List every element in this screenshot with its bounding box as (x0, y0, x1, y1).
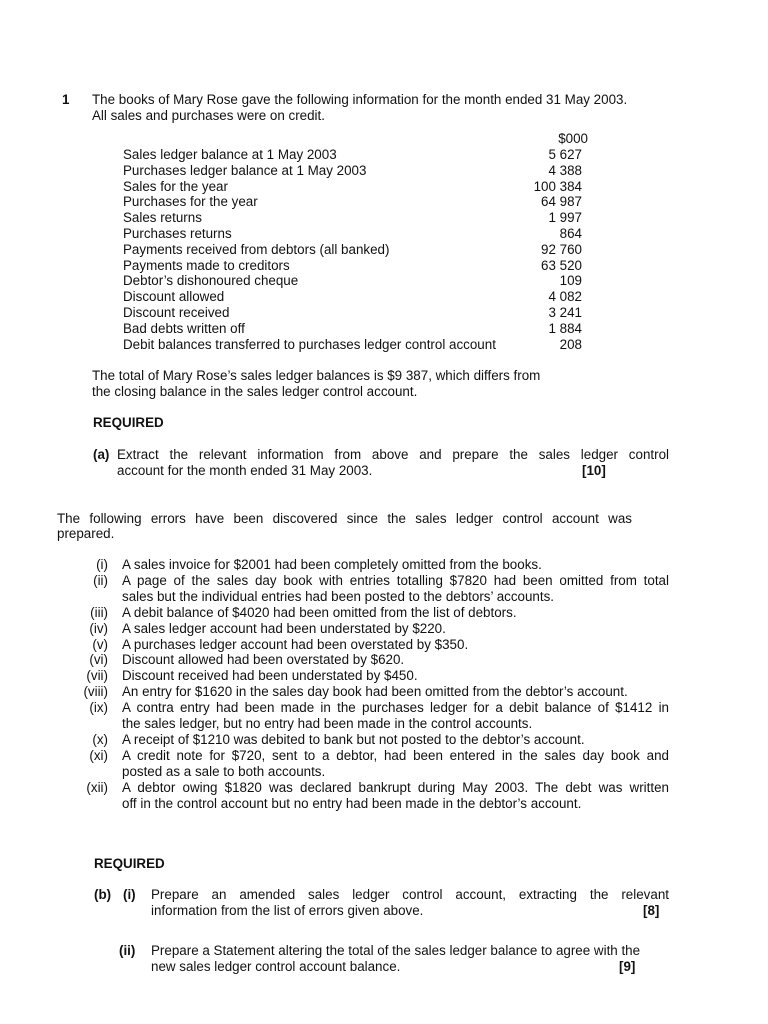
error-text: A purchases ledger account had been overstated by $350. (122, 636, 469, 652)
error-text: Discount received had been understated by $450. (122, 668, 418, 684)
error-number: (ix) (89, 700, 108, 716)
currency-header: $000 (558, 131, 588, 146)
item-label: Sales for the year (123, 179, 228, 194)
item-label: Purchases for the year (123, 194, 258, 209)
part-b-ii-line-1: Prepare a Statement altering the total of the sales ledger balance to agree with the (151, 943, 641, 958)
part-a-marks: [10] (582, 463, 606, 478)
error-number: (viii) (83, 684, 108, 700)
error-text: A receipt of $1210 was debited to bank but not posted to the debtor’s account. (122, 731, 585, 747)
error-number: (vii) (86, 668, 108, 684)
total-line-2: the closing balance in the sales ledger control account. (92, 384, 418, 399)
item-label: Debit balances transferred to purchases ledger control account (123, 337, 496, 352)
intro-line-1: The books of Mary Rose gave the following information for the month ended 31 May 2003. (92, 92, 628, 107)
item-value: 100 384 (533, 179, 582, 194)
part-b-i-line-2: information from the list of errors given above. (151, 903, 424, 918)
item-value: 109 (559, 273, 582, 288)
item-label: Debtor’s dishonoured cheque (123, 273, 299, 288)
error-text: A sales ledger account had been understated by $220. (122, 620, 446, 636)
error-text: posted as a sale to both accounts. (122, 763, 326, 779)
item-value: 4 082 (548, 289, 582, 304)
error-text: A debtor owing $1820 was declared bankrupt during May 2003. The debt was written (122, 779, 669, 795)
error-text: An entry for $1620 in the sales day book had been omitted from the debtor’s account. (122, 684, 628, 700)
item-value: 92 760 (541, 242, 582, 257)
part-b-i-marks: [8] (643, 903, 660, 918)
item-label: Payments made to creditors (123, 258, 290, 273)
error-number: (vi) (89, 652, 108, 668)
error-text: the sales ledger, but no entry had been made in the control accounts. (122, 716, 533, 731)
item-value: 1 997 (548, 210, 582, 225)
item-value: 1 884 (548, 321, 582, 336)
part-b-ii-label: (ii) (119, 943, 136, 958)
part-b-label: (b) (94, 887, 112, 902)
intro-line-2: All sales and purchases were on credit. (92, 108, 325, 123)
item-value: 63 520 (541, 258, 582, 273)
item-label: Discount allowed (123, 289, 225, 304)
errors-intro-line-1: The following errors have been discovered since the sales ledger control account was (57, 511, 632, 526)
item-label: Sales returns (123, 210, 202, 225)
error-text: A credit note for $720, sent to a debtor, had been entered in the sales day book and (122, 747, 669, 763)
error-number: (xi) (89, 747, 108, 763)
errors-intro-line-2: prepared. (57, 526, 115, 541)
item-value: 64 987 (541, 194, 582, 209)
error-text: sales but the individual entries had been posted to the debtors’ accounts. (122, 588, 555, 604)
part-b-i-label: (i) (123, 887, 136, 902)
item-label: Purchases ledger balance at 1 May 2003 (123, 163, 367, 178)
required-heading-2: REQUIRED (94, 856, 165, 871)
item-label: Bad debts written off (123, 321, 245, 336)
error-text: Discount allowed had been overstated by $620. (122, 652, 405, 668)
part-a-line-2: account for the month ended 31 May 2003. (117, 463, 373, 478)
total-line-1: The total of Mary Rose’s sales ledger balances is $9 387, which differs from (92, 368, 541, 383)
part-a-line-1: Extract the relevant information from above and prepare the sales ledger control (117, 447, 669, 462)
error-number: (xii) (86, 779, 108, 795)
error-number: (x) (92, 731, 108, 747)
error-text: A sales invoice for $2001 had been completely omitted from the books. (122, 557, 542, 572)
item-value: 5 627 (548, 147, 582, 162)
part-b-i-line-1: Prepare an amended sales ledger control account, extracting the relevant (151, 887, 669, 902)
error-number: (iii) (90, 604, 108, 620)
error-text: A page of the sales day book with entries totalling $7820 had been omitted from total (122, 572, 669, 588)
part-a-label: (a) (93, 447, 110, 462)
error-number: (v) (92, 636, 108, 652)
required-heading-1: REQUIRED (93, 415, 164, 430)
error-number: (ii) (93, 572, 108, 588)
item-value: 4 388 (548, 163, 582, 178)
error-number: (iv) (89, 620, 108, 636)
item-label: Sales ledger balance at 1 May 2003 (123, 147, 337, 162)
item-label: Discount received (123, 305, 230, 320)
part-b-ii-line-2: new sales ledger control account balance. (151, 959, 401, 974)
error-text: A contra entry had been made in the purchases ledger for a debit balance of $1412 in (122, 700, 669, 716)
part-b-ii-marks: [9] (619, 959, 636, 974)
error-number: (i) (96, 557, 108, 572)
item-value: 208 (559, 337, 582, 352)
item-label: Payments received from debtors (all banked) (123, 242, 390, 257)
item-value: 864 (559, 226, 582, 241)
question-number: 1 (62, 92, 70, 107)
error-text: off in the control account but no entry had been made in the debtor’s account. (122, 795, 582, 811)
error-text: A debit balance of $4020 had been omitted from the list of debtors. (122, 604, 517, 620)
item-value: 3 241 (548, 305, 582, 320)
item-label: Purchases returns (123, 226, 232, 241)
